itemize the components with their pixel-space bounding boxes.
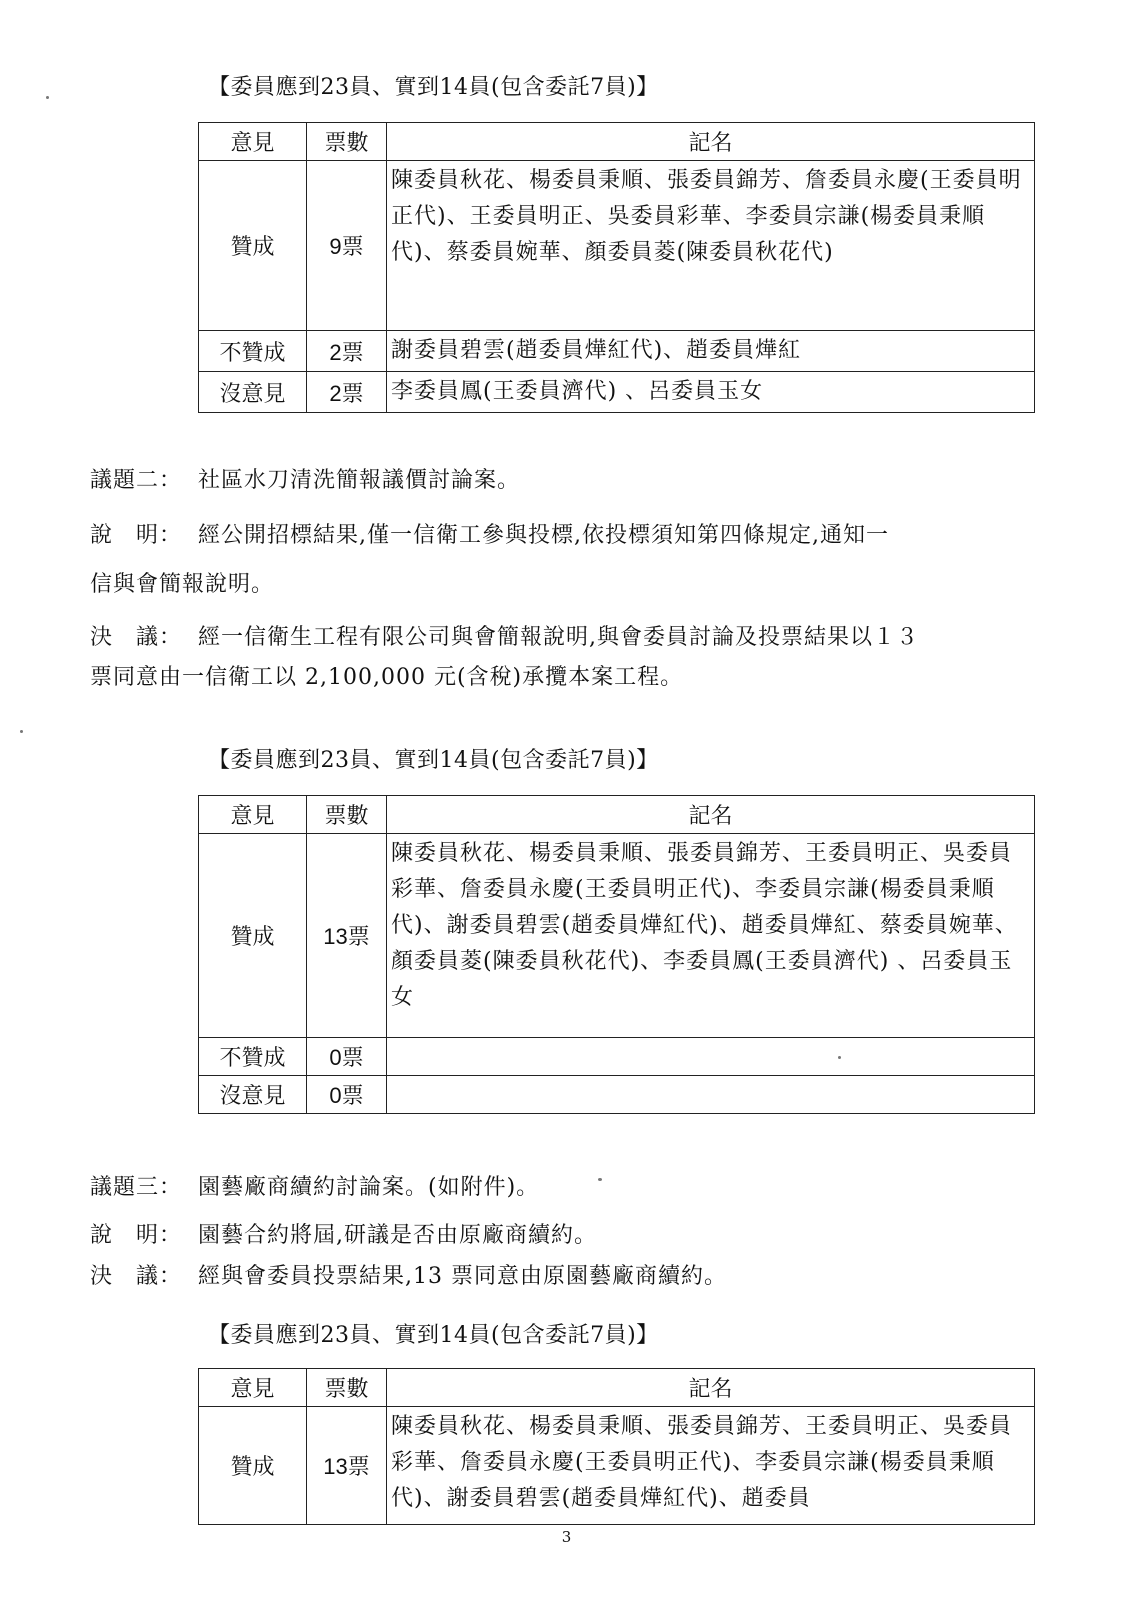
attendance-note-1: 【委員應到23員、實到14員(包含委託7員)】 xyxy=(208,75,659,100)
names-cell xyxy=(387,1076,1035,1114)
agenda2-title-label: 議題二： xyxy=(90,468,183,493)
votes-cell: 2票 xyxy=(307,372,387,413)
votes-cell: 13票 xyxy=(307,834,387,1038)
header-votes: 票數 xyxy=(307,1369,387,1407)
names-cell: 謝委員碧雲(趙委員燁紅代)、趙委員燁紅 xyxy=(387,331,1035,372)
agenda3-resolution xyxy=(90,1253,1050,1301)
agenda3-resolution-text: 經與會委員投票結果,13 票同意由原園藝廠商續約。 xyxy=(198,1264,727,1289)
vote-table-1 xyxy=(198,122,1035,413)
agenda3-resolution-label: 決 議： xyxy=(90,1264,183,1289)
agenda3-desc-text: 園藝合約將屆,研議是否由原廠商續約。 xyxy=(198,1223,597,1248)
page-number: 3 xyxy=(561,1528,572,1546)
header-names: 記名 xyxy=(387,123,1035,161)
table-row xyxy=(199,372,1035,413)
vote-table-2 xyxy=(198,795,1035,1114)
votes-cell: 0票 xyxy=(307,1076,387,1114)
agenda2-title-text: 社區水刀清洗簡報議價討論案。 xyxy=(198,468,521,493)
agenda2-resolution-line2: 票同意由一信衛工以 2,100,000 元(含稅)承攬本案工程。 xyxy=(90,665,684,690)
votes-cell: 9票 xyxy=(307,161,387,331)
attendance-note-2: 【委員應到23員、實到14員(包含委託7員)】 xyxy=(208,748,659,773)
table-row xyxy=(199,1038,1035,1076)
agenda2-desc-label: 說 明： xyxy=(90,523,183,548)
table-row xyxy=(199,834,1035,1038)
opinion-cell: 沒意見 xyxy=(199,372,307,413)
names-cell: 李委員鳳(王委員濟代) 、呂委員玉女 xyxy=(387,372,1035,413)
agenda3-desc-label: 說 明： xyxy=(90,1223,183,1248)
attendance-note-3: 【委員應到23員、實到14員(包含委託7員)】 xyxy=(208,1323,659,1348)
table-row xyxy=(199,1076,1035,1114)
header-opinion: 意見 xyxy=(199,1369,307,1407)
header-votes: 票數 xyxy=(307,123,387,161)
header-names: 記名 xyxy=(387,1369,1035,1407)
agenda2-description xyxy=(90,512,1050,560)
names-cell xyxy=(387,1038,1035,1076)
opinion-cell: 贊成 xyxy=(199,1407,307,1525)
votes-cell: 2票 xyxy=(307,331,387,372)
scan-speck xyxy=(838,1056,841,1059)
agenda2-resolution-line1: 經一信衛生工程有限公司與會簡報說明,與會委員討論及投票結果以１３ xyxy=(198,625,919,650)
scan-speck xyxy=(46,96,49,99)
vote-table-3 xyxy=(198,1368,1035,1525)
header-names: 記名 xyxy=(387,796,1035,834)
names-cell: 陳委員秋花、楊委員秉順、張委員錦芳、王委員明正、吳委員彩華、詹委員永慶(王委員明正代)、李委員宗謙(楊委員秉順代)、謝委員碧雲(趙委員燁紅代)、趙委員燁紅、蔡委員婉華、顏委員菱(陳委員秋花代)、李委員鳳(王委員濟代) 、呂委員玉女 xyxy=(387,834,1035,1038)
agenda2-desc-line2: 信與會簡報說明。 xyxy=(90,572,275,597)
scan-speck xyxy=(20,730,23,733)
scan-speck xyxy=(598,1178,602,1181)
names-cell: 陳委員秋花、楊委員秉順、張委員錦芳、王委員明正、吳委員彩華、詹委員永慶(王委員明正代)、李委員宗謙(楊委員秉順代)、謝委員碧雲(趙委員燁紅代)、趙委員 xyxy=(387,1407,1035,1525)
opinion-cell: 不贊成 xyxy=(199,331,307,372)
table-row xyxy=(199,1407,1035,1525)
opinion-cell: 沒意見 xyxy=(199,1076,307,1114)
opinion-cell: 贊成 xyxy=(199,161,307,331)
agenda2-resolution-label: 決 議： xyxy=(90,625,183,650)
opinion-cell: 不贊成 xyxy=(199,1038,307,1076)
votes-cell: 13票 xyxy=(307,1407,387,1525)
header-opinion: 意見 xyxy=(199,123,307,161)
votes-cell: 0票 xyxy=(307,1038,387,1076)
table-row xyxy=(199,161,1035,331)
names-cell: 陳委員秋花、楊委員秉順、張委員錦芳、詹委員永慶(王委員明正代)、王委員明正、吳委員彩華、李委員宗謙(楊委員秉順代)、蔡委員婉華、顏委員菱(陳委員秋花代) xyxy=(387,161,1035,331)
agenda3-title xyxy=(90,1164,1050,1212)
header-opinion: 意見 xyxy=(199,796,307,834)
table-row xyxy=(199,331,1035,372)
agenda3-title-text: 園藝廠商續約討論案。(如附件)。 xyxy=(198,1175,540,1200)
header-votes: 票數 xyxy=(307,796,387,834)
agenda3-title-label: 議題三： xyxy=(90,1175,183,1200)
opinion-cell: 贊成 xyxy=(199,834,307,1038)
agenda2-desc-line1: 經公開招標結果,僅一信衛工參與投標,依投標須知第四條規定,通知一 xyxy=(198,523,889,548)
agenda2-title xyxy=(90,457,1050,505)
